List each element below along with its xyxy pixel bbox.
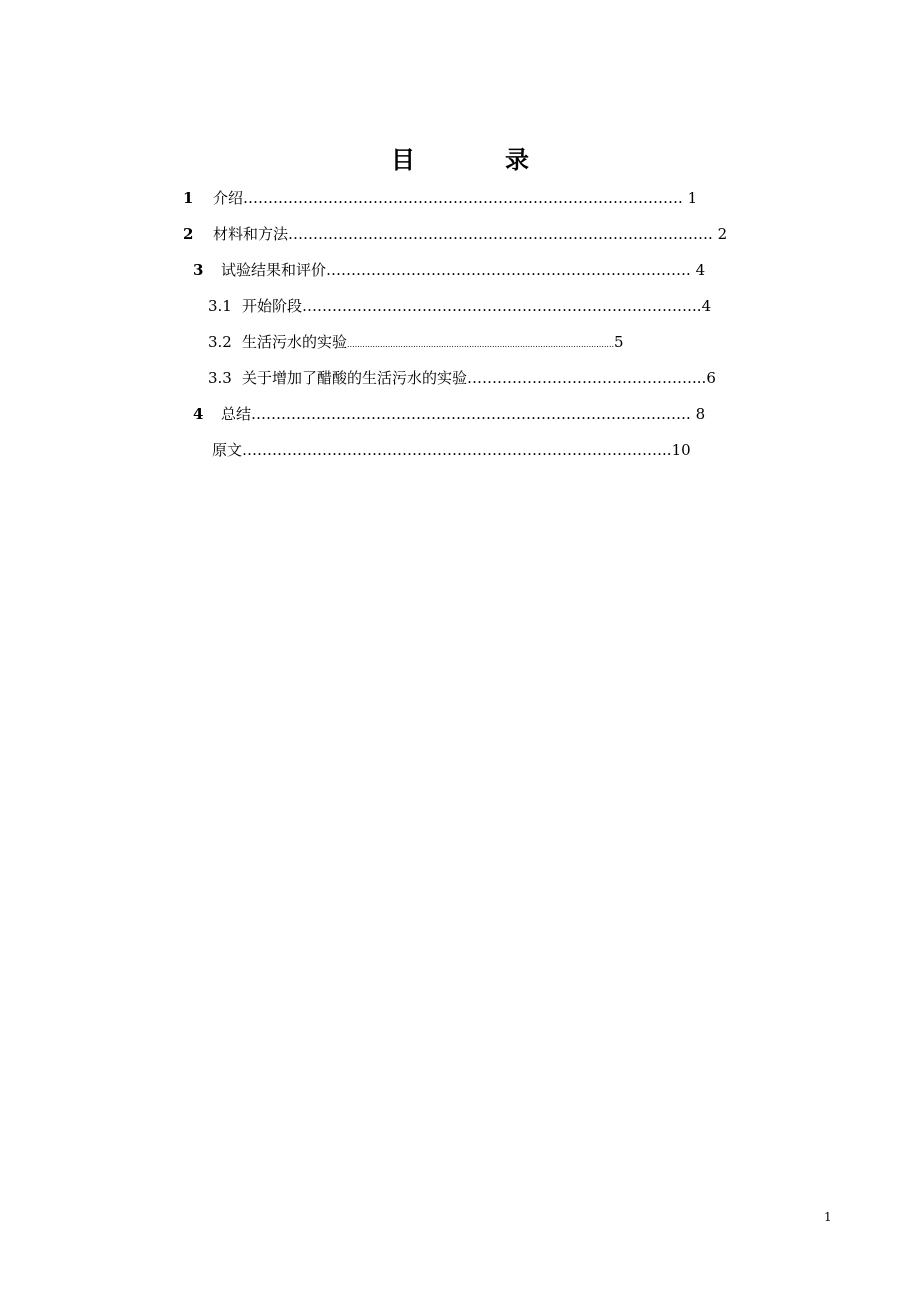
- toc-entry-page: 6: [706, 369, 716, 387]
- toc-entry-leader: ………………………………………………………………………….: [288, 225, 718, 243]
- page-number: 1: [824, 1210, 832, 1224]
- toc-entry-3-2[interactable]: [208, 330, 898, 354]
- toc-entry-page: 10: [671, 441, 691, 459]
- toc-entry-leader: .........................................................................................................: [347, 340, 615, 349]
- toc-entry-number: 2: [183, 225, 194, 243]
- toc-entry-number: 3.1: [208, 297, 232, 315]
- toc-entry-page: 8: [695, 405, 706, 423]
- toc-entry-label: 总结: [221, 405, 252, 423]
- toc-entry-number: 3: [193, 261, 204, 279]
- toc-entry-page: 4: [701, 297, 712, 315]
- toc-entry-leader: ………………………………………...: [467, 369, 707, 387]
- toc-entry-leader: ……………………………………………………………….: [326, 261, 696, 279]
- toc-entry-leader: …………………………………………………………………………….: [251, 405, 696, 423]
- toc-entry-number: 3.3: [208, 369, 232, 387]
- title-char-2: 录: [505, 146, 529, 174]
- toc-entry-label: 关于增加了醋酸的生活污水的实验: [242, 369, 468, 387]
- toc-entry-label: 材料和方法: [213, 225, 289, 243]
- toc-entry-leader: …………………………………………………………………………..: [242, 441, 672, 459]
- toc-entry-page: 5: [614, 333, 624, 351]
- toc-entry-label: 原文: [212, 441, 243, 459]
- title-char-1: 目: [391, 146, 415, 174]
- toc-entry-leader: ……………………………………………………………………..: [302, 297, 702, 315]
- toc-entry-label: 试验结果和评价: [221, 261, 327, 279]
- toc-entry-number: 1: [183, 189, 194, 207]
- toc-entry-3-3[interactable]: [208, 366, 848, 390]
- toc-entry-1[interactable]: [183, 186, 843, 210]
- toc-entry-4[interactable]: [193, 402, 843, 426]
- toc-entry-page: 1: [687, 189, 698, 207]
- toc-title: [0, 140, 920, 175]
- toc-entry-3-1[interactable]: [208, 294, 828, 318]
- toc-entry-label: 开始阶段: [242, 297, 303, 315]
- toc-entry-label: 介绍: [213, 189, 244, 207]
- toc-entry-label: 生活污水的实验: [242, 333, 348, 351]
- toc-entry-3[interactable]: [193, 258, 843, 282]
- toc-entry-number: 3.2: [208, 333, 232, 351]
- toc-entry-2[interactable]: [183, 222, 843, 246]
- toc-entry-leader: …………………………………………………………………………….: [243, 189, 688, 207]
- toc-entry-page: 2: [717, 225, 728, 243]
- toc-entry-original-text[interactable]: [212, 438, 832, 462]
- toc-entry-page: 4: [695, 261, 706, 279]
- toc-entry-number: 4: [193, 405, 204, 423]
